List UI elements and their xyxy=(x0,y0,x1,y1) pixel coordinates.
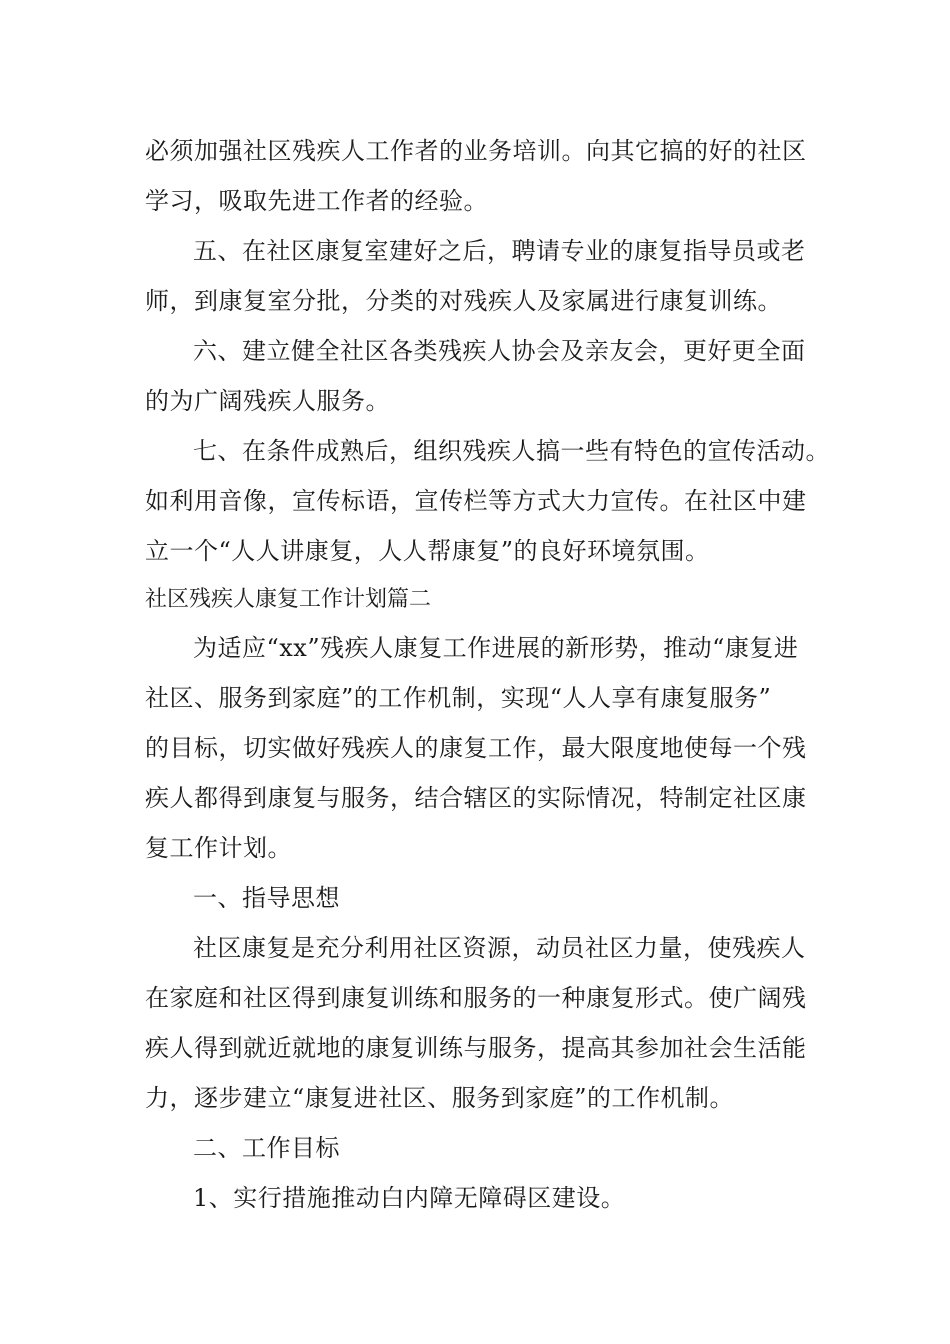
text-line: 六、建立健全社区各类残疾人协会及亲友会，更好更全面 xyxy=(193,337,806,365)
text-line: 师，到康复室分批，分类的对残疾人及家属进行康复训练。 xyxy=(145,287,782,315)
text-line: 为适应“xx”残疾人康复工作进展的新形势，推动“康复进 xyxy=(193,634,799,662)
text-line: 疾人得到就近就地的康复训练与服务，提高其参加社会生活能 xyxy=(145,1034,807,1062)
text-line: 复工作计划。 xyxy=(145,834,292,862)
text-line: 疾人都得到康复与服务，结合辖区的实际情况，特制定社区康 xyxy=(145,784,807,812)
text-line: 如利用音像，宣传标语，宣传栏等方式大力宣传。在社区中建 xyxy=(145,487,807,515)
text-line: 的目标，切实做好残疾人的康复工作，最大限度地使每一个残 xyxy=(145,734,807,762)
subheading: 一、指导思想 xyxy=(193,884,340,912)
text-line: 必须加强社区残疾人工作者的业务培训。向其它搞的好的社区 xyxy=(145,137,807,165)
section-title: 社区残疾人康复工作计划篇二 xyxy=(145,587,432,612)
subheading: 二、工作目标 xyxy=(193,1134,340,1162)
text-line: 五、在社区康复室建好之后，聘请专业的康复指导员或老 xyxy=(193,237,806,265)
text-line: 力，逐步建立“康复进社区、服务到家庭”的工作机制。 xyxy=(145,1084,735,1112)
text-line: 社区、服务到家庭”的工作机制，实现“人人享有康复服务” xyxy=(145,684,772,712)
text-line: 1、实行措施推动白内障无障碍区建设。 xyxy=(193,1184,626,1212)
text-line: 学习，吸取先进工作者的经验。 xyxy=(145,187,488,215)
text-line: 立一个“人人讲康复，人人帮康复”的良好环境氛围。 xyxy=(145,537,710,565)
text-line: 的为广阔残疾人服务。 xyxy=(145,387,390,415)
text-line: 七、在条件成熟后，组织残疾人搞一些有特色的宣传活动。 xyxy=(193,437,830,465)
text-line: 在家庭和社区得到康复训练和服务的一种康复形式。使广阔残 xyxy=(145,984,807,1012)
text-line: 社区康复是充分利用社区资源，动员社区力量，使残疾人 xyxy=(193,934,806,962)
